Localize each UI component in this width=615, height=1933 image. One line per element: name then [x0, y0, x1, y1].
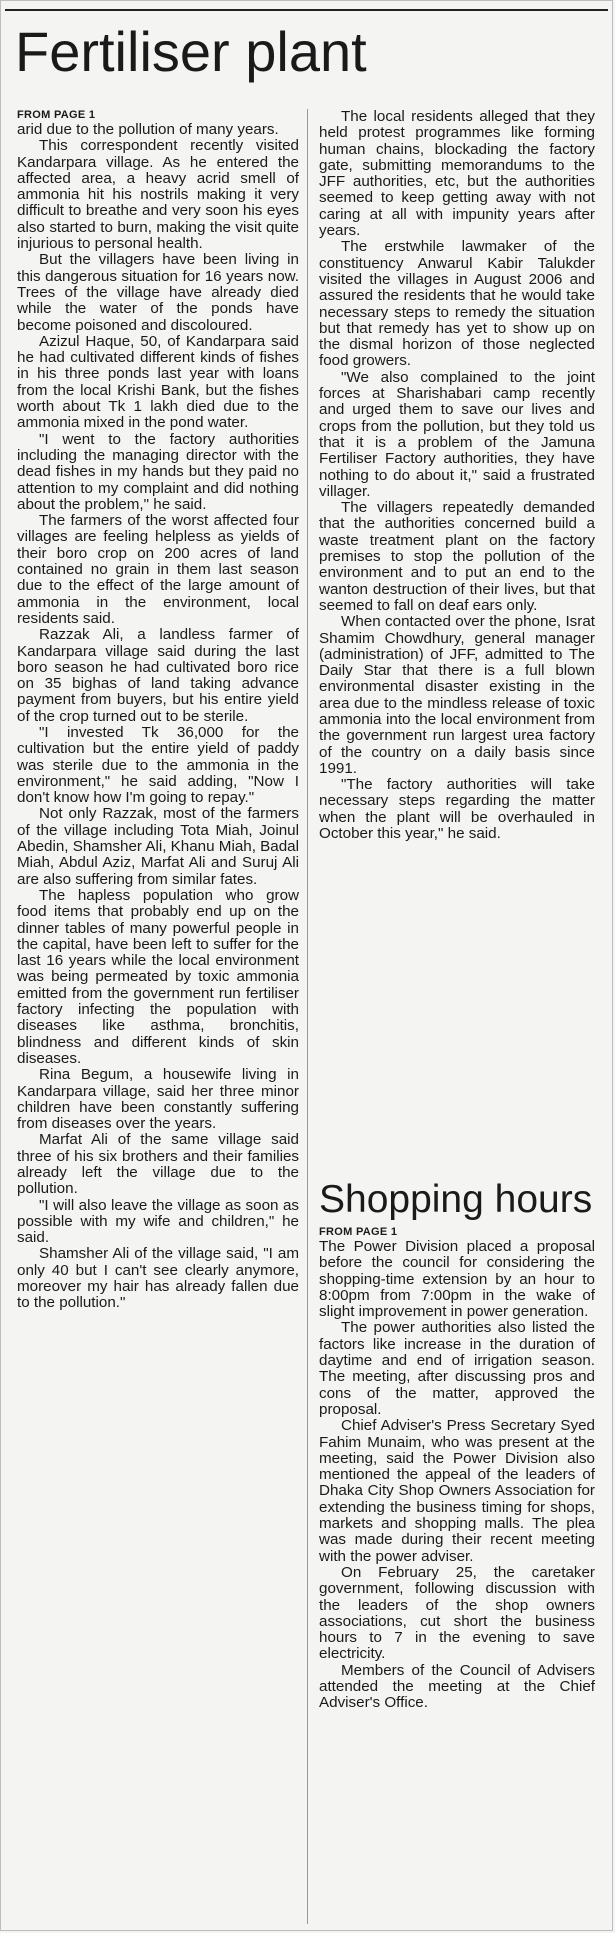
paragraph: Members of the Council of Advisers attended the meeting at the Chief Adviser's Office. — [319, 1661, 595, 1712]
paragraph: Not only Razzak, most of the farmers of the village including Tota Miah, Joinul Abedin, Shamsher Ali, Khanu Miah, Badal Miah, Abdul Aziz, Marfat Ali and Suruj Ali are also suffering from similar fates. — [17, 805, 299, 888]
paragraph: The farmers of the worst affected four villages are feeling helpless as yields of their boro crop on 200 acres of land contained no grain in them last season due to the effect of the large amount of ammonia in the environment, local residents said. — [17, 512, 299, 627]
paragraph: Shamsher Ali of the village said, "I am only 40 but I can't see clearly anymore, moreover my hair has already fallen due to the pollution." — [17, 1245, 299, 1312]
paragraph: The hapless population who grow food items that probably end up on the dinner tables of many powerful people in the capital, have been left to suffer for the last 16 years while the local environment was being permeated by toxic ammonia emitted from the government run fertiliser factory infecting the population with diseases like asthma, bronchitis, blindness and different kinds of skin diseases. — [17, 886, 299, 1067]
paragraph: The local residents alleged that they held protest programmes like forming human chains, blockading the factory gate, submitting memorandums to the JFF authorities, etc, but the authorities seemed to keep getting away with not caring at all with impunity years after years. — [319, 108, 595, 240]
paragraph: "I invested Tk 36,000 for the cultivation but the entire yield of paddy was sterile due to the ammonia in the environment," he said adding, "Now I don't know how I'm going to repay." — [17, 723, 299, 807]
paragraph: arid due to the pollution of many years. — [17, 121, 279, 138]
top-rule — [5, 9, 608, 11]
paragraph: "I will also leave the village as soon as possible with my wife and children," he said. — [17, 1196, 299, 1247]
paragraph: "We also complained to the joint forces at Sharishabari camp recently and urged them to save our lives and crops from the pollution, but they told us that it is a problem of the Jamuna Fertiliser Factory authorities, they have nothing to do about it," said a frustrated villager. — [319, 368, 595, 500]
paragraph: When contacted over the phone, Israt Shamim Chowdhury, general manager (administration) of JFF, admitted to The Daily Star that there is a full blown environmental disaster existing in the area due to the mindless release of toxic ammonia into the local environment from the government run largest urea factory of the country on a daily basis since 1991. — [319, 613, 595, 777]
paragraph: Razzak Ali, a landless farmer of Kandarpara village said during the last boro season he had cultivated boro rice on 35 bighas of land taking advance payment from buyers, but his entire yield of the crop turned out to be sterile. — [17, 626, 299, 725]
from-page-label: FROM PAGE 1 — [319, 1226, 398, 1238]
paragraph: Chief Adviser's Press Secretary Syed Fahim Munaim, who was present at the meeting, said the Power Division also mentioned the appeal of the leaders of Dhaka City Shop Owners Association for extending the business timing for shops, markets and shopping malls. The plea was made during their recent meeting with the power adviser. — [319, 1417, 595, 1565]
paragraph: Azizul Haque, 50, of Kandarpara said he had cultivated different kinds of fishes in his three ponds last year with loans from the local Krishi Bank, but the fishes worth about Tk 1 lakh died due to the ammonia mixed in the pond water. — [17, 332, 299, 432]
paragraph: But the villagers have been living in this dangerous situation for 16 years now. Trees of the village have already died while the water of the ponds have become poisoned and discoloured. — [17, 251, 299, 334]
paragraph: This correspondent recently visited Kandarpara village. As he entered the affected area, a heavy acrid smell of ammonia hit his nostrils making it very difficult to breathe and very soon his eyes also started to burn, making the visit quite injurious to personal health. — [17, 137, 299, 253]
article-shopping-hours — [319, 1178, 595, 1712]
paragraph: "The factory authorities will take necessary steps regarding the matter when the plant will be overhauled in October this year," he said. — [319, 776, 595, 843]
paragraph: The power authorities also listed the factors like increase in the duration of daytime and end of irrigation season. The meeting, after discussing pros and cons of the matter, approved the proposal. — [319, 1319, 595, 1418]
article-fertiliser-column-right — [319, 109, 595, 842]
paragraph: Rina Begum, a housewife living in Kandarpara village, said her three minor children have been constantly suffering from diseases over the years. — [17, 1066, 299, 1133]
paragraph: The erstwhile lawmaker of the constituency Anwarul Kabir Talukder visited the villages in August 2006 and assured the residents that he would take necessary steps to remedy the situation but that remedy has yet to show up on the dismal horizon of those neglected food growers. — [319, 238, 595, 370]
paragraph: "I went to the factory authorities including the managing director with the dead fishes in my hands but they paid no attention to my complaint and did nothing about the problem," he said. — [17, 430, 299, 513]
article-headline-fertiliser: Fertiliser plant — [15, 20, 367, 83]
paragraph: The villagers repeatedly demanded that the authorities concerned build a waste treatment plant on the factory premises to stop the pollution of the environment and to put an end to the wanton destruction of their lives, but that seemed to fall on deaf ears only. — [319, 499, 595, 614]
column-divider — [307, 109, 308, 1924]
paragraph: The Power Division placed a proposal before the council for considering the shopping-time extension by an hour to 8:00pm from 7:00pm in the wake of slight improvement in power generation. — [319, 1238, 595, 1321]
article-headline-shopping: Shopping hours — [319, 1178, 593, 1221]
article-fertiliser-column-left — [17, 109, 299, 1312]
from-page-label: FROM PAGE 1 — [17, 109, 96, 121]
paragraph: On February 25, the caretaker government, following discussion with the leaders of the shop owners associations, cut short the business hours to 7 in the evening to save electricity. — [319, 1563, 595, 1663]
paragraph: Marfat Ali of the same village said three of his six brothers and their families already left the village due to the pollution. — [17, 1131, 299, 1198]
